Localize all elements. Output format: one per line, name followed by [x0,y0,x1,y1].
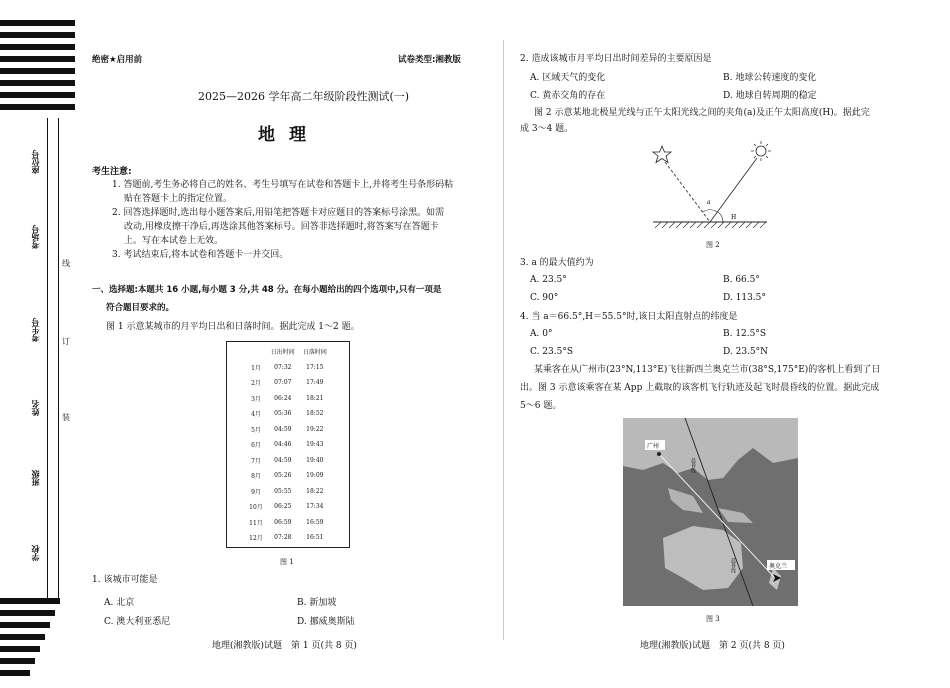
passage-line-1: 某乘客在从广州市(23°N,113°E)飞往新西兰奥克兰市(38°S,175°E)的客机上看到了日 [534,365,881,375]
angle-a-arc [703,210,717,212]
table-cell: 06:24 [274,394,292,402]
fig2-intro: 图 2 示意某地北极星光线与正午太阳光线之间的夹角(a)及正午太阳高度(H)。据此完 [534,108,870,118]
q2-option-c: C. 黄赤交角的存在 [530,91,606,101]
table-cell: 06:59 [274,518,292,526]
binding-strip [0,20,75,682]
table-cell: 17:15 [306,363,324,371]
table-cell: 05:55 [274,487,292,495]
terminator-label-2: 晨昏线 [730,558,736,573]
label-a: a [707,199,711,206]
binding-mark-bind: 装 [62,413,70,422]
table-cell: 04:59 [274,425,292,433]
terminator-label-1: 晨昏线 [690,458,696,473]
q4-option-c: C. 23.5°S [530,347,573,357]
q1-option-b: B. 新加坡 [297,598,337,608]
table-cell: 7月 [251,457,261,465]
q4-option-d: D. 23.5°N [723,347,769,357]
table-header-cell [245,344,267,360]
table-row [245,437,331,453]
student-number-label: 考生号 [31,318,40,342]
table-cell: 19:43 [306,441,324,449]
polaris-ray [665,162,710,222]
table-row [245,375,331,391]
table-cell: 19:09 [306,472,324,480]
table-cell: 3月 [251,395,261,403]
notice-item: 上。写在本试卷上无效。 [124,236,224,246]
table-row [245,530,331,546]
q2-stem: 2. 造成该城市月平均日出时间差异的主要原因是 [520,54,712,64]
confidential-mark: 绝密★启用前 [92,55,143,65]
seat-number-label: 座位号 [31,150,40,174]
fig2-intro-cont: 成 3～4 题。 [520,124,574,134]
table-cell: 07:32 [274,363,292,371]
q2-option-b: B. 地球公转速度的变化 [723,73,817,83]
table-cell: 18:21 [306,394,324,402]
q1-stem: 1. 该城市可能是 [92,575,158,585]
notice-item: 贴在答题卡上的指定位置。 [124,194,233,204]
table-cell: 07:28 [274,534,292,542]
table-cell: 16:59 [306,518,324,526]
binding-mark-line: 线 [62,259,70,268]
guangzhou-label: 广州 [647,443,660,450]
label-h: H [731,214,737,221]
table-cell: 17:49 [306,379,324,387]
polaris-star-icon [653,146,671,163]
q3-option-d: D. 113.5° [723,293,766,303]
table-cell: 04:59 [274,456,292,464]
subject-title: 地理 [258,125,320,145]
table-cell: 2月 [251,380,261,388]
notice-list [112,178,482,262]
exam-title: 2025—2026 学年高二年级阶段性测试(一) [198,90,410,103]
table-row [245,453,331,469]
exam-room-label: 考场号 [31,225,40,249]
table-cell: 9月 [251,488,261,496]
table-cell: 18:52 [306,410,324,418]
auckland-label: 奥克兰 [769,563,788,570]
table-header-cell: 日落时间 [302,349,327,357]
table-cell: 4月 [251,411,261,419]
table-cell: 10月 [249,504,263,512]
table-cell: 19:22 [306,425,324,433]
footer-page-2: 地理(湘教版)试题 第 2 页(共 8 页) [640,641,785,651]
q1-option-c: C. 澳大利亚悉尼 [104,617,171,627]
binding-cut-line [58,118,59,598]
binding-mark-staple: 订 [62,337,70,346]
notice-heading: 考生注意: [92,167,132,177]
fig1-caption: 图 1 [280,558,294,566]
table-cell: 17:34 [306,503,324,511]
figure-1 [226,341,350,548]
table-row [245,499,331,515]
fig3-caption: 图 3 [706,615,720,623]
table-cell: 07:07 [274,379,292,387]
q3-stem: 3. a 的最大值约为 [520,258,594,268]
school-label: 学校 [31,545,40,561]
table-cell: 05:26 [274,472,292,480]
fig1-intro: 图 1 示意某城市的月平均日出和日落时间。据此完成 1～2 题。 [106,322,360,332]
q4-option-a: A. 0° [530,329,553,339]
table-row [245,406,331,422]
figure-2 [645,140,775,235]
section-heading-cont: 符合题目要求的。 [106,303,175,313]
table-row [245,484,331,500]
notice-item: 2. 回答选择题时,选出每小题答案后,用铅笔把答题卡对应题目的答案标号涂黑。如需 [112,208,445,218]
notice-item: 改动,用橡皮擦干净后,再选涂其他答案标号。回答非选择题时,将答案写在答题卡 [124,222,439,232]
footer-page-1: 地理(湘教版)试题 第 1 页(共 8 页) [212,641,357,651]
table-cell: 04:46 [274,441,292,449]
q3-option-a: A. 23.5° [530,275,567,285]
notice-item: 3. 考试结束后,将本试卷和答题卡一并交回。 [112,250,289,260]
table-row [245,360,331,376]
figure-3-map [623,418,798,606]
notice-item: 1. 答题前,考生务必将自己的姓名、考生号填写在试卷和答题卡上,并将考生号条形码粘 [112,180,454,190]
table-cell: 12月 [249,535,263,543]
table-row [245,515,331,531]
ground-hatch [655,222,766,228]
table-cell: 19:40 [306,456,324,464]
table-cell: 5月 [251,426,261,434]
passage-line-3: 5～6 题。 [520,401,562,411]
fig2-caption: 图 2 [706,241,720,249]
table-header-cell: 日出时间 [270,349,295,357]
section-heading: 一、选择题:本题共 16 小题,每小题 3 分,共 48 分。在每小题给出的四个选项中,只有一项是 [92,285,442,295]
table-cell: 6月 [251,442,261,450]
table-row [245,468,331,484]
class-label: 班级 [31,470,40,486]
table-cell: 11月 [249,519,263,527]
table-cell: 18:22 [306,487,324,495]
q4-stem: 4. 当 a＝66.5°,H＝55.5°时,该日太阳直射点的纬度是 [520,312,738,322]
q2-option-d: D. 地球自转周期的稳定 [723,91,817,101]
paper-type: 试卷类型:湘教版 [398,55,461,65]
table-cell: 06:25 [274,503,292,511]
angle-h-arc [718,212,723,222]
table-cell: 1月 [251,364,261,372]
table-row [245,422,331,438]
q4-option-b: B. 12.5°S [723,329,767,339]
table-cell: 16:51 [306,534,324,542]
q1-option-d: D. 挪威奥斯陆 [297,617,355,627]
binding-fill-line [47,118,48,598]
sun-ray [710,158,757,222]
table-header-row [245,344,331,360]
q1-option-a: A. 北京 [104,598,135,608]
q2-option-a: A. 区域天气的变化 [530,73,606,83]
table-cell: 8月 [251,473,261,481]
q3-option-b: B. 66.5° [723,275,760,285]
table-row [245,391,331,407]
guangzhou-marker [657,452,661,456]
sunrise-sunset-table [245,344,331,546]
table-cell: 05:36 [274,410,292,418]
passage-line-2: 出。图 3 示意该乘客在某 App 上截取的该客机飞行轨迹及起飞时晨昏线的位置。据此完成 [520,383,880,393]
q3-option-c: C. 90° [530,293,559,303]
sun-icon [751,141,771,161]
page-divider [503,40,504,640]
name-label: 姓名 [31,400,40,416]
